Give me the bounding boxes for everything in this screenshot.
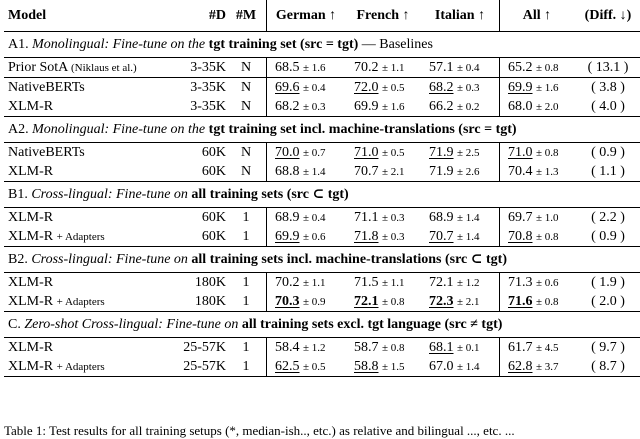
all-cell: 62.8 ± 3.7 [500, 357, 575, 377]
section-title [4, 32, 640, 58]
german-cell: 69.6 ± 0.4 [267, 78, 346, 98]
diff-cell: ( 4.0 ) [591, 99, 625, 114]
all-cell: 68.0 ± 2.0 [500, 97, 575, 117]
model-cell: NativeBERTs [8, 145, 85, 160]
model-cell: XLM-R + Adapters [8, 293, 105, 309]
german-cell: 70.2 ± 1.1 [267, 273, 346, 293]
french-cell: 71.5 ± 1.1 [354, 274, 405, 290]
section-bold: all training sets (src ⊂ tgt) [191, 187, 349, 202]
table-row [4, 58, 640, 78]
table-row [4, 162, 640, 182]
all-cell: 61.7 ± 4.5 [500, 338, 575, 358]
d-cell: 3-35K [190, 99, 226, 114]
m-cell: N [240, 145, 252, 160]
section-bold: tgt training set incl. machine-translations (src = tgt) [208, 122, 517, 137]
diff-cell: ( 13.1 ) [587, 60, 629, 75]
d-cell: 60K [201, 210, 226, 225]
french-cell: 69.9 ± 1.6 [354, 98, 405, 114]
table-row [4, 208, 640, 228]
diff-cell: ( 1.1 ) [591, 164, 625, 179]
diff-cell: ( 1.9 ) [591, 275, 625, 290]
header-german: German ↑ [267, 0, 346, 32]
d-cell: 25-57K [183, 340, 226, 355]
section-title [4, 117, 640, 143]
diff-cell: ( 3.8 ) [591, 80, 625, 95]
m-cell: 1 [242, 210, 250, 225]
german-cell: 68.5 ± 1.6 [267, 58, 346, 78]
diff-cell: ( 0.9 ) [591, 229, 625, 244]
section-prefix: A1. [8, 37, 29, 52]
section-a1 [4, 32, 640, 117]
all-cell: 70.8 ± 0.8 [500, 227, 575, 247]
section-italic: Cross-lingual: Fine-tune on [31, 187, 188, 202]
header-m: #M [235, 8, 257, 23]
all-cell: 69.7 ± 1.0 [500, 208, 575, 228]
italian-cell: 68.9 ± 1.4 [429, 209, 480, 225]
model-cell: XLM-R + Adapters [8, 228, 105, 244]
header-french: French ↑ [356, 8, 410, 23]
all-cell: 71.6 ± 0.8 [500, 292, 575, 312]
all-cell: 71.3 ± 0.6 [500, 273, 575, 293]
section-italic: Monolingual: Fine-tune on the [32, 37, 206, 52]
d-cell: 25-57K [183, 359, 226, 374]
german-cell: 70.3 ± 0.9 [267, 292, 346, 312]
all-cell: 70.4 ± 1.3 [500, 162, 575, 182]
french-cell: 70.2 ± 1.1 [354, 59, 405, 75]
diff-cell: ( 0.9 ) [591, 145, 625, 160]
section-italic: Zero-shot Cross-lingual: Fine-tune on [24, 317, 239, 332]
all-cell: 71.0 ± 0.8 [500, 143, 575, 163]
m-cell: N [240, 164, 252, 179]
table-row [4, 97, 640, 117]
italian-cell: 67.0 ± 1.4 [429, 358, 480, 374]
table-row [4, 273, 640, 293]
results-table [4, 0, 640, 377]
section-title [4, 182, 640, 208]
section-c [4, 312, 640, 377]
m-cell: 1 [242, 275, 250, 290]
table-row [4, 292, 640, 312]
header-row [4, 0, 640, 32]
section-bold: tgt training set (src = tgt) [208, 37, 359, 52]
german-cell: 68.2 ± 0.3 [267, 97, 346, 117]
italian-cell: 70.7 ± 1.4 [429, 228, 480, 244]
model-cell: Prior SotA (Niklaus et al.) [8, 59, 137, 75]
italian-cell: 72.3 ± 2.1 [429, 293, 480, 309]
french-cell: 72.1 ± 0.8 [354, 293, 405, 309]
diff-cell: ( 2.2 ) [591, 210, 625, 225]
diff-cell: ( 9.7 ) [591, 340, 625, 355]
table-row [4, 143, 640, 163]
model-cell: XLM-R [8, 340, 54, 355]
all-cell: 69.9 ± 1.6 [500, 78, 575, 98]
french-cell: 72.0 ± 0.5 [354, 79, 405, 95]
d-cell: 3-35K [190, 80, 226, 95]
french-cell: 58.7 ± 0.8 [354, 339, 405, 355]
section-b1 [4, 182, 640, 247]
italian-cell: 72.1 ± 1.2 [429, 274, 480, 290]
m-cell: 1 [242, 294, 250, 309]
french-cell: 71.0 ± 0.5 [354, 144, 405, 160]
german-cell: 62.5 ± 0.5 [267, 357, 346, 377]
header-model: Model [8, 8, 47, 23]
italian-cell: 68.1 ± 0.1 [429, 339, 480, 355]
section-b2 [4, 247, 640, 312]
header-d: #D [208, 8, 226, 23]
d-cell: 60K [201, 164, 226, 179]
french-cell: 71.8 ± 0.3 [354, 228, 405, 244]
german-cell: 68.8 ± 1.4 [267, 162, 346, 182]
section-bold: all training sets incl. machine-translations (src ⊂ tgt) [191, 252, 507, 267]
m-cell: 1 [242, 359, 250, 374]
d-cell: 60K [201, 229, 226, 244]
model-cell: XLM-R [8, 164, 54, 179]
section-prefix: B2. [8, 252, 28, 267]
section-title [4, 247, 640, 273]
model-cell: XLM-R [8, 210, 54, 225]
m-cell: 1 [242, 340, 250, 355]
all-cell: 65.2 ± 0.8 [500, 58, 575, 78]
section-italic: Cross-lingual: Fine-tune on [31, 252, 188, 267]
section-prefix: B1. [8, 187, 28, 202]
m-cell: 1 [242, 229, 250, 244]
header-all: All ↑ [500, 0, 575, 32]
section-prefix: C. [8, 317, 21, 332]
d-cell: 3-35K [190, 60, 226, 75]
section-italic: Monolingual: Fine-tune on the [32, 122, 206, 137]
table-row [4, 357, 640, 377]
model-cell: XLM-R [8, 275, 54, 290]
model-cell: XLM-R [8, 99, 54, 114]
section-title [4, 312, 640, 338]
m-cell: N [240, 80, 252, 95]
italian-cell: 71.9 ± 2.5 [429, 144, 480, 160]
header-diff: (Diff. ↓) [584, 8, 632, 23]
french-cell: 70.7 ± 2.1 [354, 163, 405, 179]
german-cell: 58.4 ± 1.2 [267, 338, 346, 358]
german-cell: 70.0 ± 0.7 [267, 143, 346, 163]
section-tail: — Baselines [361, 37, 433, 52]
diff-cell: ( 2.0 ) [591, 294, 625, 309]
header-italian: Italian ↑ [434, 8, 486, 23]
m-cell: N [240, 60, 252, 75]
german-cell: 68.9 ± 0.4 [267, 208, 346, 228]
table-row [4, 227, 640, 247]
italian-cell: 68.2 ± 0.3 [429, 79, 480, 95]
table-caption: Table 1: Test results for all training setups (*, median-ish.., etc.) as relative and bilingual ..., etc. ... [4, 423, 515, 438]
french-cell: 71.1 ± 0.3 [354, 209, 405, 225]
d-cell: 60K [201, 145, 226, 160]
section-prefix: A2. [8, 122, 29, 137]
section-a2 [4, 117, 640, 182]
table-row [4, 78, 640, 98]
german-cell: 69.9 ± 0.6 [267, 227, 346, 247]
m-cell: N [240, 99, 252, 114]
italian-cell: 66.2 ± 0.2 [429, 98, 480, 114]
model-cell: XLM-R + Adapters [8, 358, 105, 374]
model-cell: NativeBERTs [8, 80, 85, 95]
d-cell: 180K [194, 275, 226, 290]
d-cell: 180K [194, 294, 226, 309]
table-row [4, 338, 640, 358]
italian-cell: 71.9 ± 2.6 [429, 163, 480, 179]
italian-cell: 57.1 ± 0.4 [429, 59, 480, 75]
french-cell: 58.8 ± 1.5 [354, 358, 405, 374]
diff-cell: ( 8.7 ) [591, 359, 625, 374]
section-bold: all training sets excl. tgt language (src ≠ tgt) [241, 317, 503, 332]
